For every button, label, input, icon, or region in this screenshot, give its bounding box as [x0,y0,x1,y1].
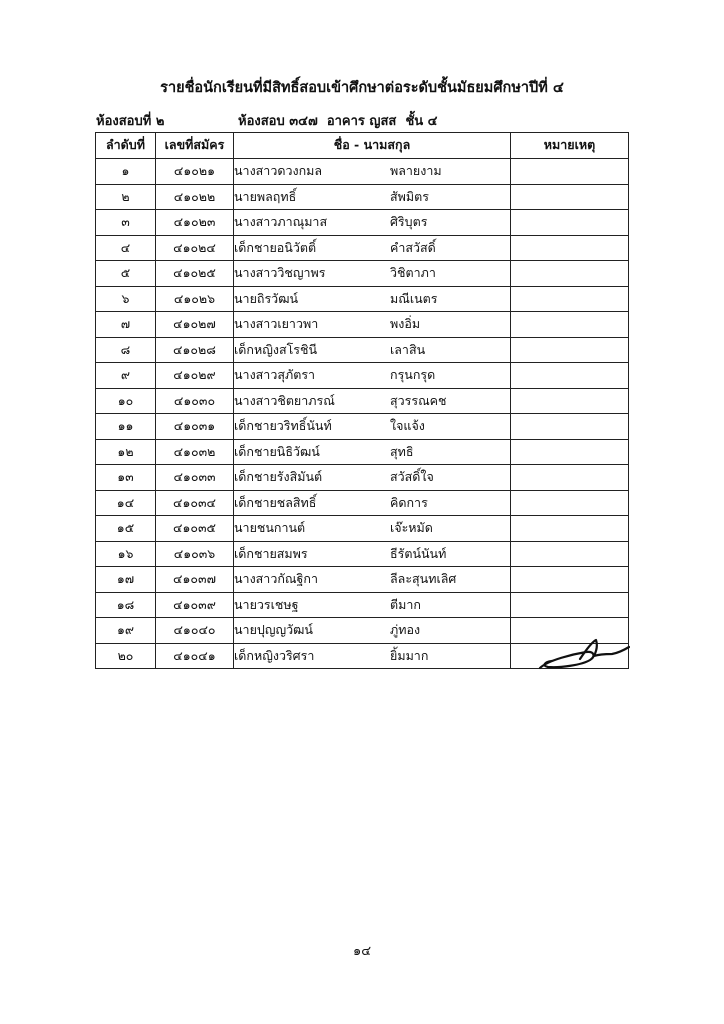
table-header-row [96,133,629,159]
cell-application-no: ๔๑๐๓๒ [156,439,234,465]
first-name: นายชนกานต์ [234,520,306,535]
cell-name [234,414,511,440]
first-name: นางสาววิชญาพร [234,265,326,280]
cell-application-no: ๔๑๐๓๑ [156,414,234,440]
cell-order: ๑๓ [96,465,156,491]
cell-application-no: ๔๑๐๓๕ [156,516,234,542]
cell-remarks [511,541,629,567]
cell-order: ๑ [96,159,156,185]
last-name: เจ๊ะหมัด [390,520,433,535]
cell-order: ๑๙ [96,618,156,644]
cell-name [234,210,511,236]
first-name: นางสาวเยาวพา [234,316,319,331]
exam-room-number: ห้องสอบที่ ๒ [96,114,165,129]
page-title: รายชื่อนักเรียนที่มีสิทธิ์สอบเข้าศึกษาต่อระดับชั้นมัธยมศึกษาปีที่ ๔ [160,80,564,96]
last-name: กรุนกรุด [390,367,436,382]
cell-order: ๑๐ [96,388,156,414]
first-name: นางสาวภาณุมาส [234,214,328,229]
cell-remarks [511,465,629,491]
cell-order: ๙ [96,363,156,389]
cell-name [234,490,511,516]
cell-remarks [511,312,629,338]
table-row [96,541,629,567]
cell-remarks [511,516,629,542]
cell-remarks [511,337,629,363]
last-name: ภู่ทอง [390,622,421,637]
table-body [96,159,629,669]
last-name: ธีรัตน์นันท์ [390,545,447,561]
table-row [96,184,629,210]
first-name: นางสาวดวงกมล [234,163,323,178]
table-row [96,286,629,312]
student-roster-table [95,132,629,669]
cell-remarks [511,592,629,618]
first-name: เด็กชายวริทธิ์นันท์ [234,418,332,433]
cell-application-no: ๔๑๐๒๘ [156,337,234,363]
table-row [96,516,629,542]
cell-order: ๑๒ [96,439,156,465]
table-row [96,592,629,618]
last-name: มณีเนตร [390,290,438,306]
building-label: อาคาร ญสส [326,114,397,129]
header-order: ลำดับที่ [96,133,156,159]
last-name: ใจแจ้ง [390,418,425,433]
cell-application-no: ๔๑๐๓๙ [156,592,234,618]
last-name: ยิ้มมาก [390,647,429,663]
cell-name [234,541,511,567]
last-name: ลีละสุนทเลิศ [390,571,457,586]
cell-remarks [511,567,629,593]
table-row [96,363,629,389]
last-name: สัพมิตร [390,188,429,204]
last-name: วิชิตาภา [390,265,436,280]
cell-application-no: ๔๑๐๒๗ [156,312,234,338]
header-remarks: หมายเหตุ [511,133,629,159]
cell-remarks [511,414,629,440]
cell-order: ๒๐ [96,643,156,669]
cell-application-no: ๔๑๐๒๖ [156,286,234,312]
cell-name [234,592,511,618]
first-name: นายพลฤทธิ์ [234,188,297,204]
cell-order: ๒ [96,184,156,210]
first-name: นางสาวชิตยาภรณ์ [234,392,335,408]
cell-remarks [511,286,629,312]
cell-remarks [511,261,629,287]
cell-order: ๑๘ [96,592,156,618]
first-name: นางสาวกัณฐิกา [234,571,318,586]
exam-room-location [238,110,438,131]
last-name: ศิริบุตร [390,214,428,229]
cell-order: ๑๑ [96,414,156,440]
cell-remarks [511,363,629,389]
cell-name [234,184,511,210]
header-application-no: เลขที่สมัคร [156,133,234,159]
page-number: ๑๔ [352,944,372,959]
cell-remarks [511,490,629,516]
room-label: ห้องสอบ ๓๔๗ [238,114,318,129]
table-row [96,159,629,185]
first-name: เด็กชายอนิวัตติ์ [234,239,317,255]
cell-name [234,337,511,363]
cell-remarks [511,184,629,210]
first-name: เด็กชายชลสิทธิ์ [234,494,317,510]
cell-application-no: ๔๑๐๓๐ [156,388,234,414]
cell-name [234,286,511,312]
cell-name [234,159,511,185]
cell-application-no: ๔๑๐๒๓ [156,210,234,236]
cell-application-no: ๔๑๐๓๔ [156,490,234,516]
cell-name [234,312,511,338]
first-name: นายถิรวัฒน์ [234,290,299,306]
table-row [96,235,629,261]
cell-name [234,567,511,593]
cell-application-no: ๔๑๐๒๑ [156,159,234,185]
cell-order: ๗ [96,312,156,338]
last-name: คำสวัสดิ์ [390,239,436,255]
first-name: เด็กชายนิธิวัฒน์ [234,443,320,459]
cell-name [234,261,511,287]
table-row [96,210,629,236]
last-name: เลาสิน [390,341,426,357]
cell-remarks [511,210,629,236]
cell-order: ๔ [96,235,156,261]
cell-name [234,516,511,542]
last-name: คิดการ [390,494,428,510]
first-name: เด็กหญิงวริศรา [234,647,315,663]
table-row [96,465,629,491]
table-row [96,261,629,287]
cell-application-no: ๔๑๐๓๗ [156,567,234,593]
cell-name [234,388,511,414]
first-name: เด็กชายสมพร [234,545,308,561]
first-name: นางสาวสุภัตรา [234,367,316,382]
table-row [96,567,629,593]
cell-order: ๑๖ [96,541,156,567]
cell-name [234,465,511,491]
cell-remarks [511,388,629,414]
cell-order: ๑๔ [96,490,156,516]
cell-application-no: ๔๑๐๒๒ [156,184,234,210]
cell-name [234,235,511,261]
table-row [96,388,629,414]
cell-remarks [511,235,629,261]
first-name: นายปุญญวัฒน์ [234,622,313,637]
cell-application-no: ๔๑๐๒๕ [156,261,234,287]
first-name: นายวรเชษฐ [234,596,299,612]
last-name: พลายงาม [390,163,442,178]
first-name: เด็กชายรังสิมันต์ [234,469,323,484]
table-row [96,490,629,516]
cell-name [234,363,511,389]
cell-remarks [511,439,629,465]
cell-name [234,618,511,644]
floor-label: ชั้น ๔ [405,114,438,129]
last-name: ตีมาก [390,596,421,612]
last-name: สุทธิ [390,443,414,459]
cell-application-no: ๔๑๐๔๐ [156,618,234,644]
cell-application-no: ๔๑๐๓๓ [156,465,234,491]
last-name: สุวรรณคช [390,392,447,408]
cell-order: ๖ [96,286,156,312]
table-row [96,312,629,338]
last-name: พงอิ่ม [390,316,421,331]
signature-image [534,632,630,680]
cell-order: ๑๗ [96,567,156,593]
table-row [96,337,629,363]
table-row [96,414,629,440]
last-name: สวัสดิ์ใจ [390,469,434,484]
cell-order: ๕ [96,261,156,287]
cell-application-no: ๔๑๐๒๔ [156,235,234,261]
cell-application-no: ๔๑๐๓๖ [156,541,234,567]
cell-remarks [511,159,629,185]
cell-application-no: ๔๑๐๒๙ [156,363,234,389]
first-name: เด็กหญิงสโรชินี [234,341,318,357]
cell-name [234,439,511,465]
cell-order: ๘ [96,337,156,363]
header-name: ชื่อ - นามสกุล [234,133,511,159]
cell-order: ๑๕ [96,516,156,542]
cell-name [234,643,511,669]
cell-order: ๓ [96,210,156,236]
cell-application-no: ๔๑๐๔๑ [156,643,234,669]
table-row [96,439,629,465]
